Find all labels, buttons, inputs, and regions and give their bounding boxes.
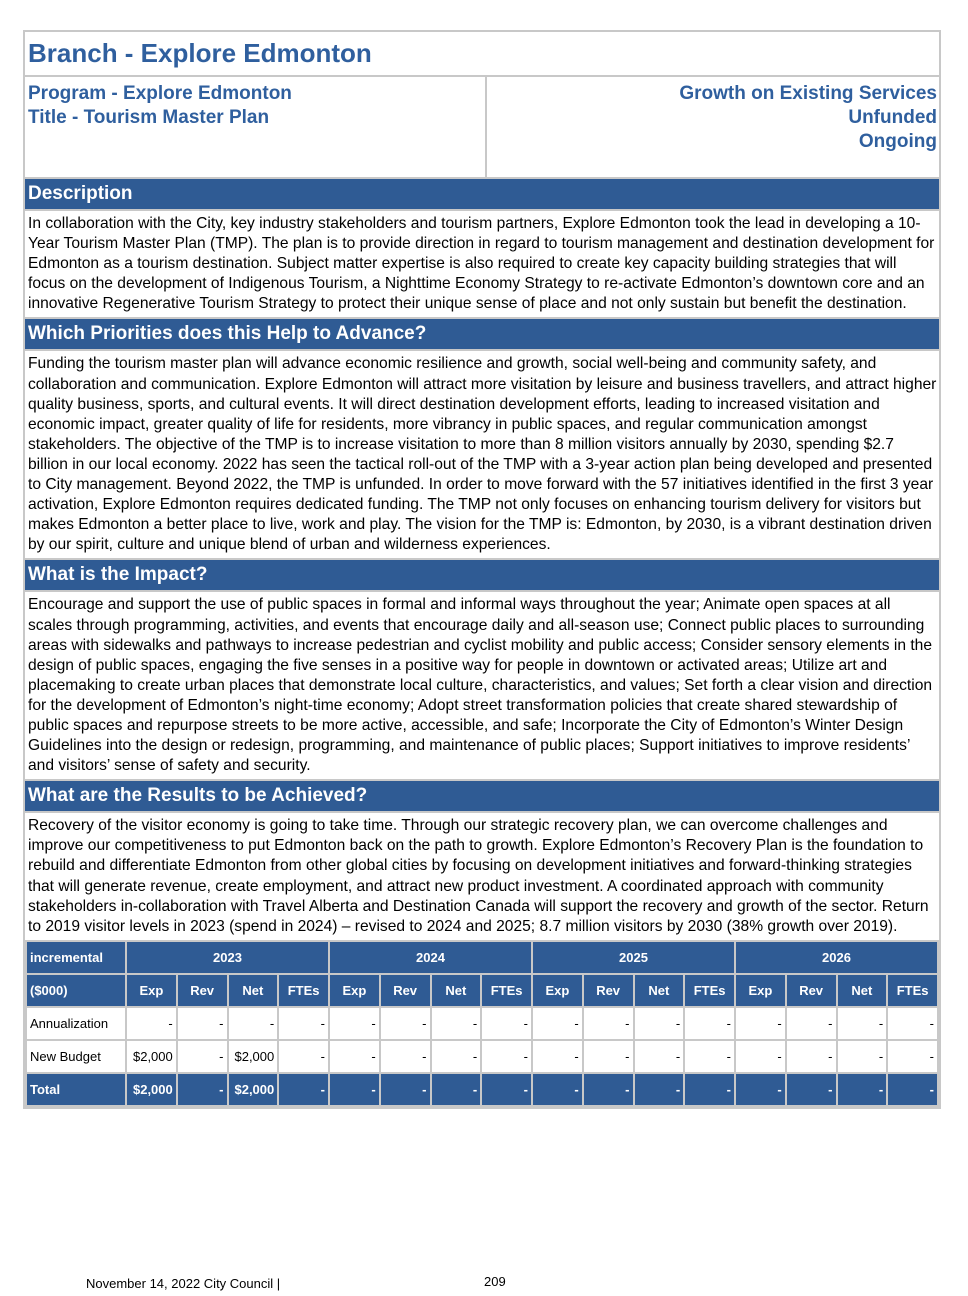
table-cell: -	[481, 1040, 532, 1073]
table-cell: -	[634, 1073, 685, 1106]
program-row	[25, 77, 939, 177]
table-row	[26, 1007, 938, 1040]
table-cell: -	[329, 1007, 380, 1040]
table-cell: -	[278, 1007, 329, 1040]
description-heading: Description	[25, 177, 939, 209]
priorities-heading: Which Priorities does this Help to Advance?	[25, 317, 939, 349]
impact-heading: What is the Impact?	[25, 558, 939, 590]
table-cell: -	[583, 1007, 634, 1040]
column-header-exp: Exp	[532, 974, 583, 1007]
table-cell: -	[380, 1073, 431, 1106]
table-cell: -	[177, 1007, 228, 1040]
table-cell: -	[278, 1040, 329, 1073]
table-cell: -	[380, 1007, 431, 1040]
column-header-ftes: FTEs	[278, 974, 329, 1007]
program-info	[25, 77, 487, 177]
column-header-ftes: FTEs	[887, 974, 938, 1007]
table-cell: -	[735, 1073, 786, 1106]
column-header-net: Net	[431, 974, 482, 1007]
table-cell: -	[228, 1007, 279, 1040]
page-number: 209	[484, 1274, 506, 1289]
budget-table	[25, 940, 939, 1107]
table-cell: -	[837, 1007, 888, 1040]
program-funding: Unfunded	[848, 107, 937, 128]
table-cell: -	[177, 1040, 228, 1073]
table-cell: -	[837, 1040, 888, 1073]
program-classification	[487, 77, 939, 177]
column-header-exp: Exp	[735, 974, 786, 1007]
table-cell: -	[126, 1007, 177, 1040]
table-cell: -	[735, 1040, 786, 1073]
table-cell: -	[786, 1073, 837, 1106]
column-header-exp: Exp	[126, 974, 177, 1007]
table-cell: -	[532, 1073, 583, 1106]
budget-subheader-row	[26, 974, 938, 1007]
table-cell: -	[380, 1040, 431, 1073]
column-header-rev: Rev	[583, 974, 634, 1007]
table-cell: -	[786, 1007, 837, 1040]
table-cell: -	[431, 1007, 482, 1040]
table-cell: -	[532, 1040, 583, 1073]
table-cell: -	[887, 1073, 938, 1106]
row-label: Total	[26, 1073, 126, 1106]
results-heading: What are the Results to be Achieved?	[25, 779, 939, 811]
table-cell: -	[583, 1040, 634, 1073]
program-duration: Ongoing	[858, 131, 937, 152]
table-cell: $2,000	[126, 1073, 177, 1106]
column-header-rev: Rev	[177, 974, 228, 1007]
table-cell: -	[481, 1073, 532, 1106]
table-cell: -	[278, 1073, 329, 1106]
description-body: In collaboration with the City, key industry stakeholders and tourism partners, Explore Edmonton took the lead in developing a 10-Year Tourism Master Plan (TMP). The plan is to provide direction in regard to tourism management and destination development for Edmonton as a tourism destination. Subject matter expertise is also required to create key capacity building strategies that will focus on the development of Indigenous Tourism, a Nighttime Economy Strategy to re-activate Edmonton’s downtown core and an innovative Regenerative Tourism Strategy to protect their unique sense of place and not only sustain but benefit the destination.	[25, 209, 939, 317]
corner-label-incremental: incremental	[26, 941, 126, 974]
year-header: 2026	[735, 941, 938, 974]
table-cell: -	[684, 1040, 735, 1073]
column-header-rev: Rev	[786, 974, 837, 1007]
table-cell: -	[583, 1073, 634, 1106]
table-cell: $2,000	[228, 1073, 279, 1106]
table-cell: -	[532, 1007, 583, 1040]
table-cell: -	[786, 1040, 837, 1073]
branch-row	[25, 32, 939, 77]
program-title: Title - Tourism Master Plan	[28, 107, 270, 128]
table-cell: -	[177, 1073, 228, 1106]
table-cell: -	[329, 1073, 380, 1106]
year-header: 2024	[329, 941, 532, 974]
row-label: New Budget	[26, 1040, 126, 1073]
table-cell: -	[431, 1073, 482, 1106]
table-cell: -	[887, 1007, 938, 1040]
footer-meeting-label: November 14, 2022 City Council |	[86, 1276, 281, 1291]
column-header-net: Net	[837, 974, 888, 1007]
table-cell: -	[837, 1073, 888, 1106]
table-cell: -	[329, 1040, 380, 1073]
table-cell: -	[887, 1040, 938, 1073]
program-type: Growth on Existing Services	[679, 83, 937, 104]
column-header-net: Net	[634, 974, 685, 1007]
table-cell: $2,000	[126, 1040, 177, 1073]
table-cell: -	[431, 1040, 482, 1073]
table-row	[26, 1040, 938, 1073]
table-cell: $2,000	[228, 1040, 279, 1073]
year-header: 2025	[532, 941, 735, 974]
table-cell: -	[735, 1007, 786, 1040]
corner-label-units: ($000)	[26, 974, 126, 1007]
program-name: Program - Explore Edmonton	[28, 83, 292, 104]
budget-year-header-row	[26, 941, 938, 974]
year-header: 2023	[126, 941, 329, 974]
table-cell: -	[634, 1040, 685, 1073]
column-header-exp: Exp	[329, 974, 380, 1007]
table-cell: -	[481, 1007, 532, 1040]
priorities-body: Funding the tourism master plan will advance economic resilience and growth, social well-being and community safety, and collaboration and communication. Explore Edmonton will attract more visitation by leisure and business travellers, and attract higher quality business, sports, and cultural events. It will direct destination development efforts, leading to increased visitation and economic impact, greater quality of life for residents, more vibrancy in public spaces, and regular communication amongst stakeholders. The objective of the TMP is to increase visitation to more than 8 million visitors annually by 2030, spending $2.7 billion in our local economy. 2022 has seen the tactical roll-out of the TMP with a 3-year action plan being developed and presented to City management. Beyond 2022, the TMP is unfunded. In order to move forward with the 57 initiatives identified in the first 3 year activation, Explore Edmonton requires dedicated funding. The TMP not only focuses on enhancing tourism delivery for visitors but makes Edmonton a better place to live, work and play. The vision for the TMP is: Edmonton, by 2030, is a vibrant destination driven by our spirit, culture and unique blend of urban and wilderness experiences.	[25, 349, 939, 558]
budget-page-frame	[23, 30, 941, 1109]
table-cell: -	[634, 1007, 685, 1040]
column-header-ftes: FTEs	[684, 974, 735, 1007]
row-label: Annualization	[26, 1007, 126, 1040]
table-cell: -	[684, 1073, 735, 1106]
column-header-net: Net	[228, 974, 279, 1007]
column-header-rev: Rev	[380, 974, 431, 1007]
impact-body: Encourage and support the use of public spaces in formal and informal ways throughout the year; Animate open spaces at all scales through programming, activities, and events that encourage daily and all-season use; Connect public places to surrounding areas with sidewalks and pathways to increase pedestrian and cyclist mobility and public access; Consider sensory elements in the design of public spaces, engaging the five senses in a positive way for people in downtown or activated areas; Utilize art and placemaking to create urban places that demonstrate local culture, characteristics, and values; Set forth a clear vision and direction for the development of Edmonton’s night-time economy; Adopt street transformation policies that create shared stewardship of public spaces and repurpose streets to be more active, accessible, and safe; Incorporate the City of Edmonton’s Winter Design Guidelines into the design or redesign, programming, and maintenance of public places; Support initiatives to improve residents’ and visitors’ sense of safety and security.	[25, 590, 939, 779]
column-header-ftes: FTEs	[481, 974, 532, 1007]
total-row	[26, 1073, 938, 1106]
results-body: Recovery of the visitor economy is going to take time. Through our strategic recovery plan, we can overcome challenges and improve our competitiveness to put Edmonton back on the path to growth. Explore Edmonton’s Recovery Plan is the foundation to rebuild and differentiate Edmonton from other global cities by focusing on development initiatives and forward-thinking strategies that will generate revenue, create employment, and attract new product investment. A coordinated approach with community stakeholders in-collaboration with Travel Alberta and Destination Canada will support the recovery and growth of the sector. Return to 2019 visitor levels in 2023 (spend in 2024) – revised to 2024 and 2025; 8.7 million visitors by 2030 (38% growth over 2019).	[25, 811, 939, 940]
table-cell: -	[684, 1007, 735, 1040]
branch-title: Branch - Explore Edmonton	[28, 38, 372, 68]
